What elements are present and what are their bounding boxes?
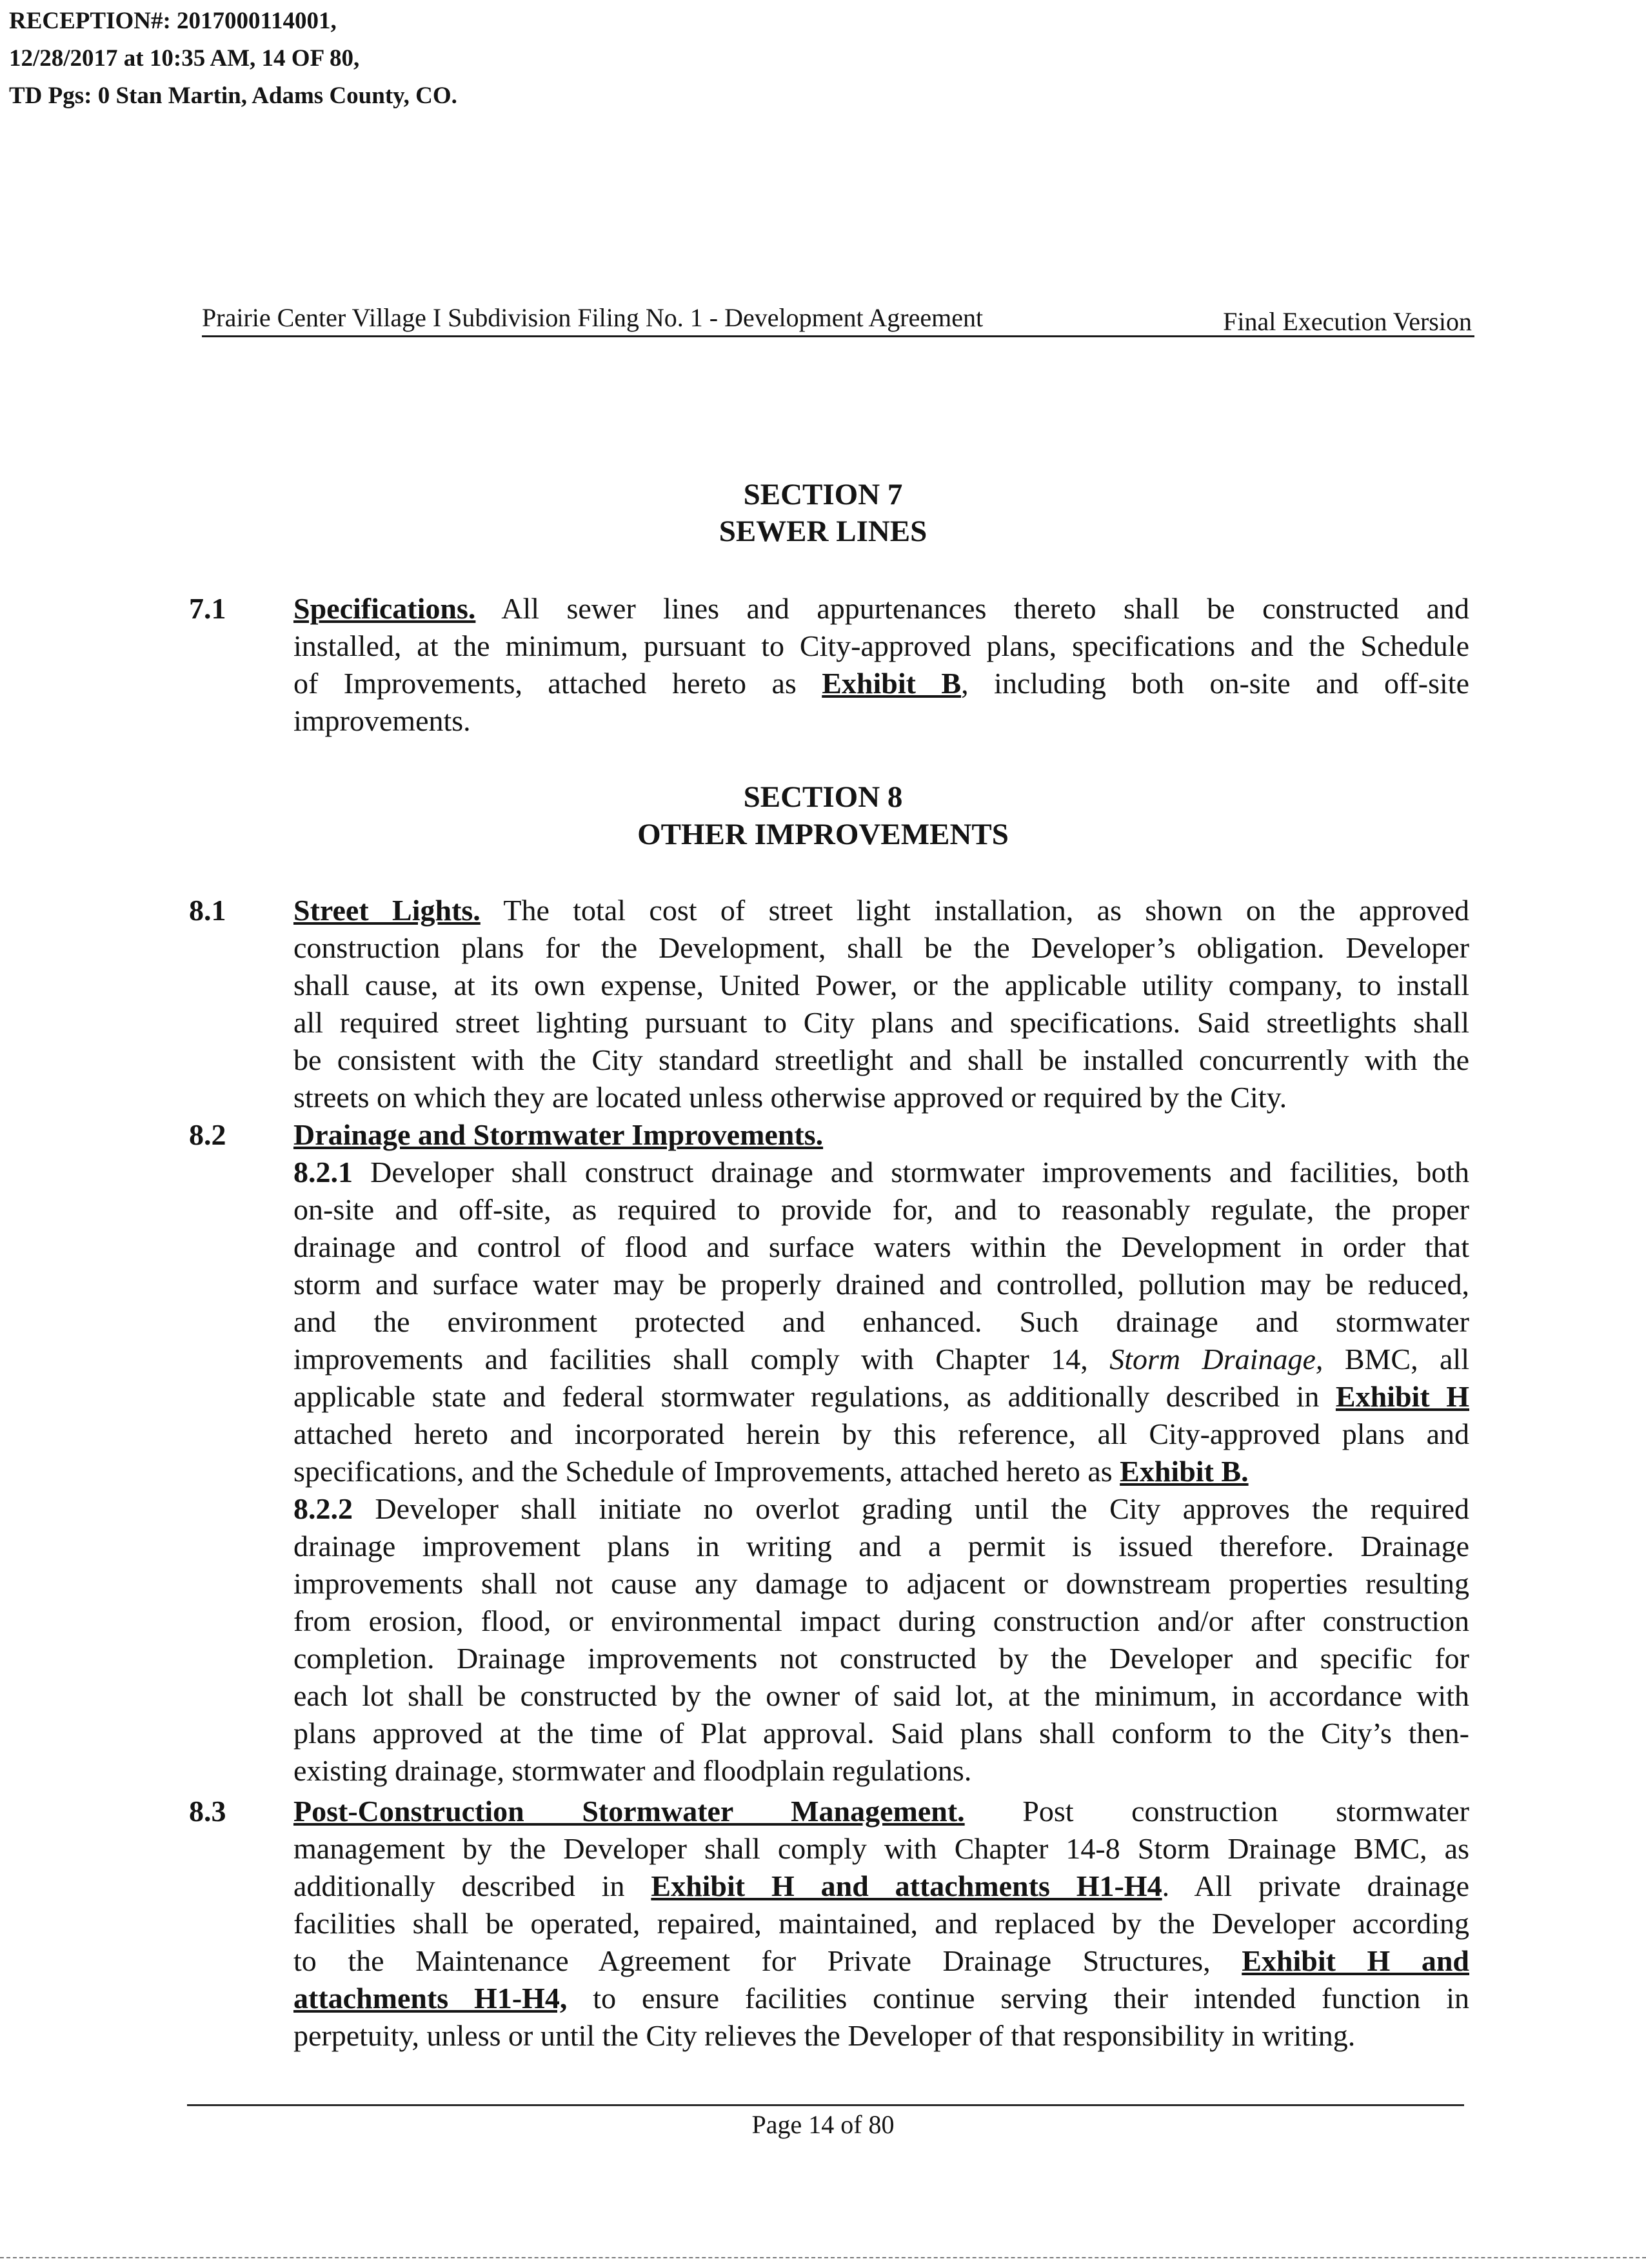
- paragraph-7-1: Specifications. All sewer lines and appurtenances thereto shall be constructed and installed, at the minimum, pursuant to City-approved plans, specifications and the Schedule of Improvements, attached hereto as Exhibit B, including both on-site and off-site improvements.: [293, 592, 1469, 737]
- stamp-line-3: TD Pgs: 0 Stan Martin, Adams County, CO.: [9, 83, 457, 109]
- paragraph-7-1-heading: Specifications.: [293, 592, 476, 625]
- exhibit-h-reference: Exhibit H and: [1242, 1944, 1469, 1977]
- exhibit-h-reference: Exhibit H and attachments H1-H4: [651, 1869, 1162, 1902]
- exhibit-b-reference: Exhibit B: [822, 667, 962, 700]
- section-8-title: SECTION 8: [743, 780, 903, 814]
- subparagraph-8-2-1-number: 8.2.1: [293, 1156, 353, 1188]
- paragraph-8-3: Post-Construction Stormwater Management. Post construction stormwater management by the Developer shall comply with Chapter 14-8 Storm Drainage BMC, as additionally described in Exhibit H and attachments H1-H4. All private drainage facilities shall be operated, repaired, maintained, and replaced by the Developer according to the Maintenance Agreement for Private Drainage Structures, Exhibit H and attachments H1-H4, to ensure facilities continue serving their intended function in perpetuity, unless or until the City relieves the Developer of that responsibility in writing.: [293, 1795, 1470, 2052]
- section-7-subtitle: SEWER LINES: [719, 515, 927, 548]
- header-document-title: Prairie Center Village I Subdivision Filing No. 1 - Development Agreement: [202, 303, 984, 332]
- paragraph-8-2-number: 8.2: [189, 1118, 226, 1151]
- attachments-reference: attachments H1-H4,: [293, 1982, 568, 2015]
- scan-edge-line: [0, 2257, 1646, 2258]
- page-number: Page 14 of 80: [751, 2110, 895, 2139]
- stamp-line-1: RECEPTION#: 2017000114001,: [9, 8, 337, 34]
- paragraph-8-1-number: 8.1: [189, 894, 226, 927]
- exhibit-h-reference: Exhibit H: [1335, 1380, 1469, 1413]
- header-version: Final Execution Version: [1223, 307, 1472, 336]
- section-8-subtitle: OTHER IMPROVEMENTS: [637, 818, 1009, 851]
- exhibit-b-reference: Exhibit B.: [1120, 1455, 1249, 1488]
- storm-drainage-title: Storm Drainage,: [1109, 1343, 1324, 1376]
- footer-rule: [187, 2104, 1464, 2106]
- paragraph-8-2: Drainage and Stormwater Improvements. 8.2.1 Developer shall construct drainage and stormwater improvements and facilities, both on-site and off-site, as required to provide for, and to reasonably regulate, the proper drainage and control of flood and surface waters within the Development in order that storm and surface water may be properly drained and controlled, pollution may be reduced, and the environment protected and enhanced. Such drainage and stormwater improvements and facilities shall comply with Chapter 14, Storm Drainage, BMC, all applicable state and federal stormwater regulations, as additionally described in Exhibit H attached hereto and incorporated herein by this reference, all City-approved plans and specifications, and the Schedule of Improvements, attached hereto as Exhibit B. 8.2.2 Developer shall initiate no overlot grading until the City approves the required drainage improvement plans in writing and a permit is issued therefore. Drainage improvements shall not cause any damage to adjacent or downstream properties resulting from erosion, flood, or environmental impact during construction and/or after construction completion. Drainage improvements not constructed by the Developer and specific for each lot shall be constructed by the owner of said lot, at the minimum, in accordance with plans approved at the time of Plat approval. Said plans shall conform to the City’s then- existing drainage, stormwater and floodplain regulations.: [293, 1118, 1470, 1787]
- paragraph-8-1: Street Lights. The total cost of street light installation, as shown on the approved construction plans for the Development, shall be the Developer’s obligation. Developer shall cause, at its own expense, United Power, or the applicable utility company, to install all required street lighting pursuant to City plans and specifications. Said streetlights shall be consistent with the City standard streetlight and shall be installed concurrently with the streets on which they are located unless otherwise approved or required by the City.: [293, 894, 1469, 1114]
- section-7-title: SECTION 7: [743, 478, 903, 511]
- subparagraph-8-2-2-number: 8.2.2: [293, 1492, 353, 1525]
- paragraph-8-2-heading: Drainage and Stormwater Improvements.: [293, 1118, 824, 1151]
- paragraph-8-3-heading: Post-Construction Stormwater Management.: [293, 1795, 965, 1828]
- running-header: [202, 302, 1474, 337]
- recording-stamp: [9, 3, 457, 115]
- paragraph-8-3-number: 8.3: [189, 1795, 226, 1828]
- paragraph-7-1-number: 7.1: [189, 592, 226, 625]
- stamp-line-2: 12/28/2017 at 10:35 AM, 14 OF 80,: [9, 45, 360, 72]
- paragraph-8-1-heading: Street Lights.: [293, 894, 481, 927]
